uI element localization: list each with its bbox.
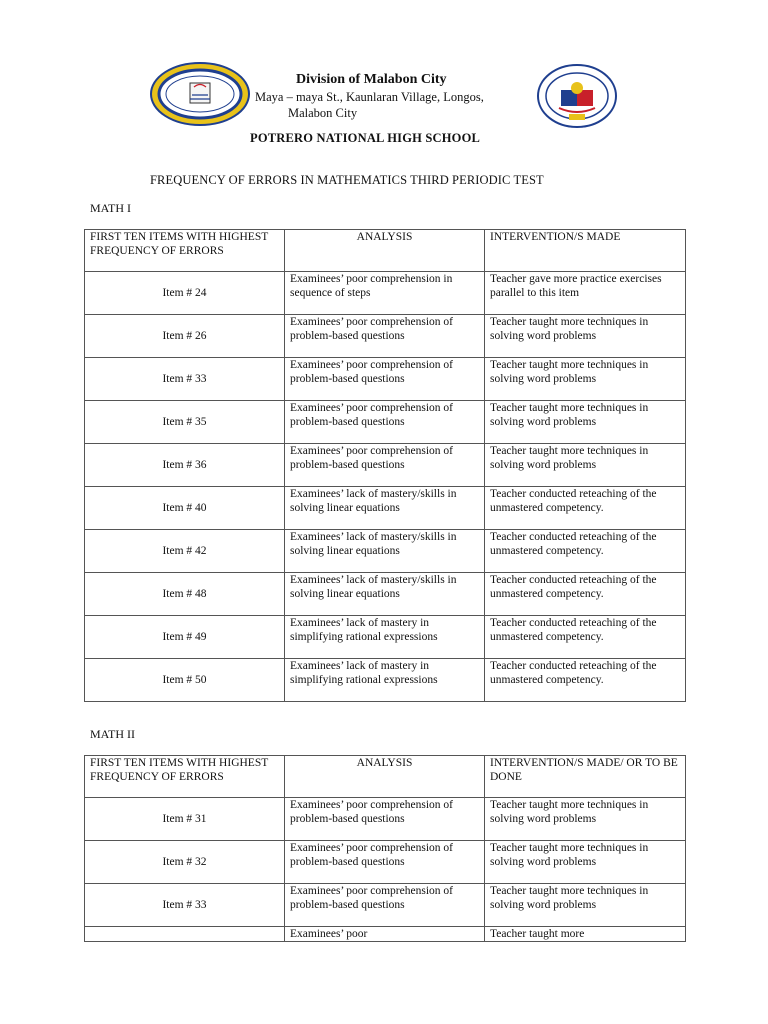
analysis-cell: Examinees’ lack of mastery/skills in solving linear equations — [285, 573, 485, 616]
item-cell: Item # 26 — [85, 315, 285, 358]
analysis-cell: Examinees’ poor comprehension of problem-based questions — [285, 444, 485, 487]
table-row — [85, 659, 686, 702]
table-row-partial — [85, 927, 686, 942]
division-title: Division of Malabon City — [296, 72, 447, 87]
header-items: FIRST TEN ITEMS WITH HIGHEST FREQUENCY OF ERRORS — [85, 756, 285, 798]
analysis-cell: Examinees’ lack of mastery in simplifying rational expressions — [285, 616, 485, 659]
intervention-cell: Teacher conducted reteaching of the unmastered competency. — [485, 573, 686, 616]
intervention-cell: Teacher conducted reteaching of the unmastered competency. — [485, 616, 686, 659]
table-row — [85, 358, 686, 401]
table-row — [85, 487, 686, 530]
item-cell: Item # 35 — [85, 401, 285, 444]
letterhead — [0, 0, 768, 160]
header-analysis: ANALYSIS — [285, 230, 485, 272]
table-row — [85, 616, 686, 659]
analysis-cell: Examinees’ poor comprehension of problem-based questions — [285, 358, 485, 401]
school-name: POTRERO NATIONAL HIGH SCHOOL — [250, 131, 481, 145]
table-row — [85, 272, 686, 315]
intervention-cell: Teacher conducted reteaching of the unmastered competency. — [485, 659, 686, 702]
table-row — [85, 798, 686, 841]
header-intervention: INTERVENTION/S MADE/ OR TO BE DONE — [485, 756, 686, 798]
item-cell: Item # 32 — [85, 841, 285, 884]
analysis-cell: Examinees’ lack of mastery/skills in solving linear equations — [285, 530, 485, 573]
item-cell: Item # 42 — [85, 530, 285, 573]
address-line-2: Malabon City — [288, 106, 358, 120]
intervention-cell: Teacher taught more techniques in solving word problems — [485, 401, 686, 444]
item-cell: Item # 31 — [85, 798, 285, 841]
table-row — [85, 573, 686, 616]
analysis-cell: Examinees’ poor comprehension of problem-based questions — [285, 315, 485, 358]
analysis-cell: Examinees’ lack of mastery/skills in solving linear equations — [285, 487, 485, 530]
address-line-1: Maya – maya St., Kaunlaran Village, Longos, — [255, 90, 484, 104]
intervention-cell: Teacher taught more techniques in solving word problems — [485, 798, 686, 841]
header-intervention: INTERVENTION/S MADE — [485, 230, 686, 272]
table-row — [85, 315, 686, 358]
table-row — [85, 401, 686, 444]
math2-label: MATH II — [90, 727, 135, 741]
intervention-cell: Teacher taught more techniques in solving word problems — [485, 358, 686, 401]
analysis-cell: Examinees’ poor comprehension of problem-based questions — [285, 841, 485, 884]
item-cell — [85, 927, 285, 942]
analysis-cell: Examinees’ poor comprehension of problem-based questions — [285, 798, 485, 841]
math2-table — [84, 755, 686, 942]
item-cell: Item # 36 — [85, 444, 285, 487]
header-items: FIRST TEN ITEMS WITH HIGHEST FREQUENCY OF ERRORS — [85, 230, 285, 272]
item-cell: Item # 24 — [85, 272, 285, 315]
header-analysis: ANALYSIS — [285, 756, 485, 798]
table-row — [85, 884, 686, 927]
item-cell: Item # 33 — [85, 358, 285, 401]
math1-table — [84, 229, 686, 702]
intervention-cell: Teacher taught more — [485, 927, 686, 942]
analysis-cell: Examinees’ poor comprehension in sequence of steps — [285, 272, 485, 315]
intervention-cell: Teacher taught more techniques in solving word problems — [485, 315, 686, 358]
intervention-cell: Teacher taught more techniques in solving word problems — [485, 444, 686, 487]
item-cell: Item # 48 — [85, 573, 285, 616]
table-row — [85, 530, 686, 573]
analysis-cell: Examinees’ lack of mastery in simplifying rational expressions — [285, 659, 485, 702]
intervention-cell: Teacher conducted reteaching of the unmastered competency. — [485, 530, 686, 573]
analysis-cell: Examinees’ poor comprehension of problem-based questions — [285, 401, 485, 444]
school-seal-icon — [150, 62, 250, 126]
intervention-cell: Teacher gave more practice exercises parallel to this item — [485, 272, 686, 315]
table-row — [85, 444, 686, 487]
item-cell: Item # 40 — [85, 487, 285, 530]
city-seal-icon — [537, 64, 617, 128]
math1-label: MATH I — [90, 201, 131, 215]
item-cell: Item # 49 — [85, 616, 285, 659]
math1-header-row — [85, 230, 686, 272]
analysis-cell: Examinees’ poor comprehension of problem-based questions — [285, 884, 485, 927]
intervention-cell: Teacher taught more techniques in solving word problems — [485, 841, 686, 884]
item-cell: Item # 33 — [85, 884, 285, 927]
math2-header-row — [85, 756, 686, 798]
table-row — [85, 841, 686, 884]
analysis-cell: Examinees’ poor — [285, 927, 485, 942]
item-cell: Item # 50 — [85, 659, 285, 702]
intervention-cell: Teacher conducted reteaching of the unmastered competency. — [485, 487, 686, 530]
document-title: FREQUENCY OF ERRORS IN MATHEMATICS THIRD PERIODIC TEST — [150, 173, 544, 187]
intervention-cell: Teacher taught more techniques in solving word problems — [485, 884, 686, 927]
